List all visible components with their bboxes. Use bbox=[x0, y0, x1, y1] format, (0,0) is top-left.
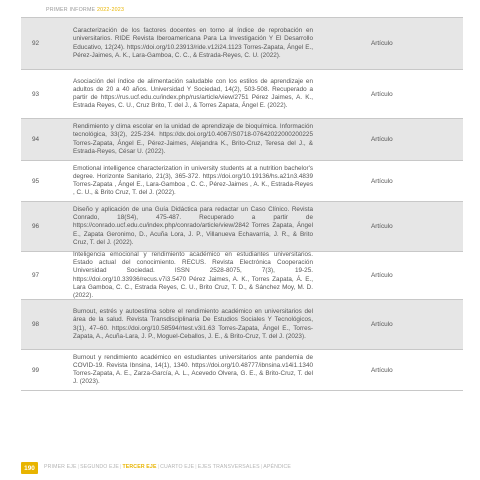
table-row bbox=[21, 252, 463, 300]
nav-separator: | bbox=[157, 464, 160, 470]
footer-nav-item[interactable]: EJES TRANSVERSALES bbox=[197, 464, 260, 470]
table-row bbox=[21, 18, 463, 70]
page-number: 190 bbox=[21, 462, 38, 474]
nav-separator: | bbox=[119, 464, 122, 470]
header-title: PRIMER INFORME bbox=[46, 7, 96, 13]
publication-type: Artículo bbox=[371, 40, 393, 47]
footer-nav-item[interactable]: TERCER EJE bbox=[122, 464, 157, 470]
row-number: 96 bbox=[32, 223, 40, 230]
publication-type: Artículo bbox=[371, 136, 393, 143]
table-row bbox=[21, 202, 463, 252]
row-number: 97 bbox=[32, 272, 40, 279]
nav-separator: | bbox=[260, 464, 263, 470]
publication-type: Artículo bbox=[371, 90, 393, 98]
header-year: 2022-2023 bbox=[96, 7, 125, 13]
reference-text: Emotional intelligence characterization in university students at a nutrition bachelor's degree. Horizonte Sanitario, 21(3), 365-372. https://doi.org/10.19136/hs.a21n3.4839 Torres-Zapata , Ángel E., Lara-Gamboa , C. C., Pérez-Jaimes , A. K., Estrada-Reyes , C. U., & Brito Cruz, T. del J. (2022). bbox=[73, 164, 313, 197]
footer-nav-item[interactable]: APÉNDICE bbox=[263, 464, 291, 470]
table-row bbox=[21, 119, 463, 161]
page-header bbox=[46, 7, 124, 13]
publication-type: Artículo bbox=[371, 223, 393, 230]
nav-separator: | bbox=[77, 464, 80, 470]
reference-text: Rendimiento y clima escolar en la unidad de aprendizaje de bioquímica. Información tecnológica, 33(2), 225-234. https://dx.doi.org/10.4067/S0718-07642022000200225 Torres-Zapata, Ángel E., Pérez-Jaimes, Alejandra K., Brito-Cruz, Teresa del J., & Estrada-Reyes, César U. (2022). bbox=[73, 123, 313, 155]
reference-text: Asociación del índice de alimentación saludable con los estilos de aprendizaje en adultos de 20 a 40 años. Universidad Y Sociedad, 14(2), 503-508. Recuperado a partir de https://rus.ucf.edu.cu/index.php/rus/article/view/2751 Pérez Jaimes, A. K., Estrada Reyes, C. U., Cruz Brito, T. del J., & Torres Zapata, Ángel E. (2022). bbox=[73, 77, 313, 110]
publication-type: Artículo bbox=[371, 272, 393, 279]
footer-nav-item[interactable]: CUARTO EJE bbox=[160, 464, 195, 470]
publication-type: Artículo bbox=[371, 177, 393, 185]
nav-separator: | bbox=[195, 464, 197, 470]
row-number: 99 bbox=[32, 366, 40, 374]
table-row bbox=[21, 300, 463, 350]
row-number: 92 bbox=[32, 40, 40, 47]
publication-type: Artículo bbox=[371, 321, 393, 328]
reference-text: Burnout y rendimiento académico en estudiantes universitarios ante pandemia de COVID-19. Revista Ibnsina, 14(1), 1340. https://doi.org/10.48777/ibnsina.v14i1.1340 Torres-Zapata, A. E., Zarza-García, A. L., Acevedo Olvera, G. E., & Brito-Cruz, T. del J. (2023). bbox=[73, 353, 313, 386]
footer-nav-item[interactable]: PRIMER EJE bbox=[44, 464, 77, 470]
table-row bbox=[21, 70, 463, 119]
row-number: 98 bbox=[32, 321, 40, 328]
reference-text: Caracterización de los factores docentes en torno al índice de reprobación en universitarios. RIDE Revista Iberoamericana Para La Investigación Y El Desarrollo Educativo, 12(24). https://doi.org/10.23913/ride.v12i24.1123 Torres-Zapata, Ángel E., Pérez-Jaimes, A. K., Lara-Gamboa, C. C., & Estrada-Reyes, C. U. (2022). bbox=[73, 27, 313, 59]
reference-text: Diseño y aplicación de una Guía Didáctica para redactar un Caso Clínico. Revista Conrado, 18(S4), 475-487. Recuperado a partir de https://conrado.ucf.edu.cu/index.php/conrado/article/view/2842 Torres Zapata, Ángel E., Zapata Geronimo, D., Acuña Lora, J. P., Villanueva Echavarría, J. R., & Brito Cruz, T. del J. (2022). bbox=[73, 205, 313, 246]
footer-nav bbox=[44, 464, 291, 470]
reference-text: Inteligencia emocional y rendimiento académico en estudiantes universitarios. Estado actual del conocimiento. RECUS. Revista Electrónica Cooperación Universidad Sociedad. ISSN 2528-8075, 7(3), 19-25. https://doi.org/10.33936/recus.v7i3.5470 Pérez Jaimes, A. K., Torres Zapata, Á. E., Lara Gamboa, C. C., Estrada Reyes, C. U., Brito Cruz, T. D., & Sánchez Moy, M. D. (2022). bbox=[73, 250, 313, 299]
table-row bbox=[21, 161, 463, 202]
publication-type: Artículo bbox=[371, 366, 393, 374]
table-row bbox=[21, 350, 463, 391]
publications-table bbox=[21, 17, 463, 391]
reference-text: Burnout, estrés y autoestima sobre el rendimiento académico en universitarios del área de la salud. Revista Transdisciplinaria De Estudios Sociales Y Tecnológicos, 3(1), 47–60. https://doi.org/10.58594/rtest.v3i1.63 Torres-Zapata, Ángel E., Torres-Zapata, A., Acuña-Lara, J. P., Moguel-Ceballos, J. E., & Brito-Cruz, T. del J. (2023). bbox=[73, 308, 313, 340]
row-number: 93 bbox=[32, 90, 40, 98]
row-number: 94 bbox=[32, 136, 40, 143]
footer-nav-item[interactable]: SEGUNDO EJE bbox=[80, 464, 119, 470]
row-number: 95 bbox=[32, 177, 40, 185]
